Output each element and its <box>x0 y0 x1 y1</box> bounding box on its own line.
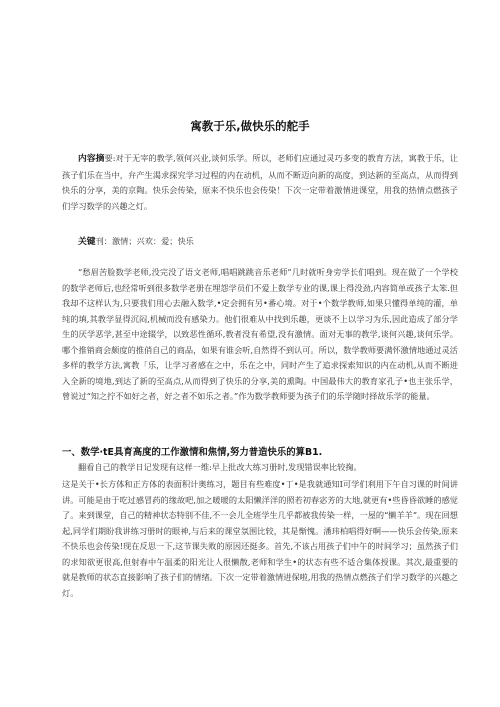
body-paragraph-1: “愁眉苦脸数学老师,没完没了语文老师,唱唱跳跳音乐老师”几时就听身旁学长们唱到。现在做了一个学校的数学老师后,也经常听到很多数学老册在埋怨学员们不爱上数学专业的课,课上得没劲,内容简单或孩子太笨.但我却不这样认为,只要我们用心去融入数学,•定会拥有另•番心境。对于•个数学教师,如果只懂得单纯的灌，单纯的填,其教学显得沉闷,机械而没有感染力。他们很难从中找到乐趣，更谈不上以学习为乐,因此造成了部分学生的厌学恶学,甚至中途辍学，以致恶性循环,教者没有希望,没有激情。面对无事的教学,谈何兴趣,谈何乐学。哪个推销商会颇度的推俏自己的商品，如果有谁会听,自然得不到认可。所以，数学教师要满怀激情地通过灵活多样的教学方法,寓教「乐，让学习者感在之中，乐在之中，同时产生了追求探索知识的内在动机,从而不断进入全新的境地,到达了新的至高点,从而得到了快乐的分享,美的熏陶。中国最伟大的教育家孔子•也主张乐学，曾说过“知之拧不如好之者，好之者不如乐之者。”作为数学教师要为孩子们的乐学随时择故乐学的能量。 <box>62 267 458 401</box>
abstract-label: 内容摘 <box>78 154 105 164</box>
body-paragraph-2: 翻看自己的教学日记发现有这样一维:早上批改大练习册时,发现错误率比较掬。 <box>78 462 362 472</box>
body-paragraph-3: 这是关于•长方体和正方体的表面积计奥练习，题目有些难度•丁•是我就通知I可学们利用下午自习课的时间讲讲。可能是由于吃过感冒药的缘故吧,加之暖暖的太阳懒洋洋的照若初春宓芳的大地,就更有•些昏昏欲睡的感觉了。来到课堂，自己的精神状态特别不佳,不一会儿全班学生几乎都被我传染一样，一屋的“懒羊羊”。现在回想起,同学们期盼我讲练习册时的眼神,与后来的课堂氛围比较，其是惭愧。潘玮柏唱得好啊——快乐会传染,原来不快乐也会传染!现在反思一下,这节课失败的原因还挺多。首先,不该占用孩子们中午的时间学习；虽然孩子们的求知欲更很高,但射春中午温柔的阳光让人很懒散,老师和学生•的状态有些不适合集体授课。其次,最重要的就是教师的状态直接影响了孩子们的情绪。下次一定带着激情进保啦,用我的热情点燃孩子们学习数学的兴趣之灯。 <box>62 479 458 598</box>
keywords-label: 关键 <box>78 237 96 247</box>
section-heading: 一、数学·tE具育高度的工作激情和焦情,努力普造快乐的算B1. <box>62 447 323 458</box>
document-title: 寓教于乐,做快乐的舵手 <box>190 119 310 133</box>
abstract-paragraph <box>62 151 458 214</box>
keywords-paragraph <box>62 234 458 251</box>
keywords-text: 刊：激情；兴欢：爱；快乐 <box>95 236 194 246</box>
abstract-text: 要:对于无宰的教学,领何兴业,谈何乐学。所以，老师们应通过灵巧多变的教育方法，寓教于乐，让孩子们乐在当中，弁产生渴求探究学习过程的内在动机，从而不断迈向新的高度，到达新的至高点，从而得到快乐的分享，美的京陶。快乐会传染，原来不快乐也会传染！下次一定带着激情进课堂，用我的热情点燃孩子们学习数学的兴趣之灯。 <box>62 153 458 211</box>
